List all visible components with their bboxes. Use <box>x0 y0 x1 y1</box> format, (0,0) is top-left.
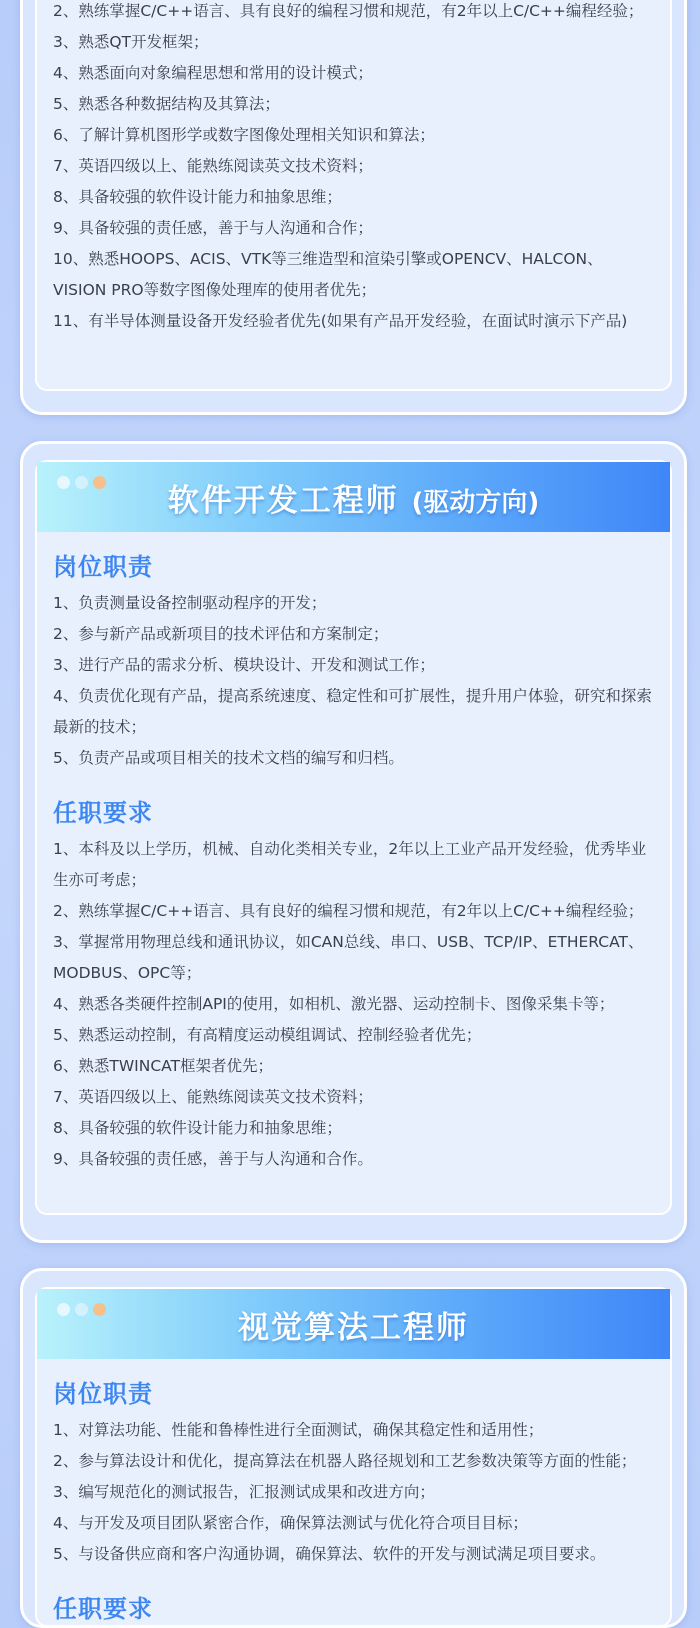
list-item: 7、英语四级以上、能熟练阅读英文技术资料； <box>53 1088 373 1106</box>
list-item: 4、熟悉面向对象编程思想和常用的设计模式； <box>53 64 373 82</box>
list-item: 10、熟悉HOOPS、ACIS、VTK等三维造型和渲染引擎或OPENCV、HALCON、VISION PRO等数字图像处理库的使用者优先； <box>53 250 603 299</box>
list-item: 5、熟悉各种数据结构及其算法； <box>53 95 280 113</box>
job-card-1 <box>20 0 687 415</box>
list-item: 7、英语四级以上、能熟练阅读英文技术资料； <box>53 157 373 175</box>
list-item: 2、参与新产品或新项目的技术评估和方案制定； <box>53 625 389 643</box>
list-item: 5、负责产品或项目相关的技术文档的编写和归档。 <box>53 749 404 767</box>
list-item: 2、熟练掌握C/C++语言、具有良好的编程习惯和规范，有2年以上C/C++编程经验； <box>53 2 644 20</box>
list-item: 1、对算法功能、性能和鲁棒性进行全面测试，确保其稳定性和适用性； <box>53 1421 544 1439</box>
list-item: 3、编写规范化的测试报告，汇报测试成果和改进方向； <box>53 1483 435 1501</box>
requirements-list <box>53 0 654 337</box>
list-item: 3、掌握常用物理总线和通讯协议，如CAN总线、串口、USB、TCP/IP、ETHERCAT、MODBUS、OPC等； <box>53 933 644 982</box>
list-item: 4、熟悉各类硬件控制API的使用，如相机、激光器、运动控制卡、图像采集卡等； <box>53 995 615 1013</box>
list-item: 11、有半导体测量设备开发经验者优先(如果有产品开发经验，在面试时演示下产品) <box>53 312 628 330</box>
list-item: 9、具备较强的责任感，善于与人沟通和合作。 <box>53 1150 373 1168</box>
list-item: 4、与开发及项目团队紧密合作，确保算法测试与优化符合项目目标； <box>53 1514 528 1532</box>
duties-heading: 岗位职责 <box>53 553 153 581</box>
duties-list <box>53 1415 654 1570</box>
duties-list <box>53 588 654 774</box>
window-dots-icon <box>57 476 106 489</box>
list-item: 8、具备较强的软件设计能力和抽象思维； <box>53 1119 342 1137</box>
list-item: 8、具备较强的软件设计能力和抽象思维； <box>53 188 342 206</box>
requirements-list <box>53 834 654 1175</box>
window-dots-icon <box>57 1303 106 1316</box>
job-title: 软件开发工程师 (驱动方向) <box>167 482 540 519</box>
list-item: 3、熟悉QT开发框架； <box>53 33 209 51</box>
list-item: 6、熟悉TWINCAT框架者优先； <box>53 1057 274 1075</box>
duties-heading: 岗位职责 <box>53 1380 153 1408</box>
job-card-2-content <box>35 460 672 1215</box>
job-card-3-content <box>35 1287 672 1627</box>
card-header <box>37 1289 670 1359</box>
job-title: 视觉算法工程师 <box>238 1309 469 1346</box>
list-item: 9、具备较强的责任感，善于与人沟通和合作； <box>53 219 373 237</box>
list-item: 6、了解计算机图形学或数字图像处理相关知识和算法； <box>53 126 435 144</box>
job-card-2 <box>20 441 687 1243</box>
list-item: 2、参与算法设计和优化，提高算法在机器人路径规划和工艺参数决策等方面的性能； <box>53 1452 637 1470</box>
job-card-1-content <box>35 0 672 391</box>
list-item: 4、负责优化现有产品，提高系统速度、稳定性和可扩展性，提升用户体验，研究和探索最新的技术； <box>53 687 652 736</box>
list-item: 3、进行产品的需求分析、模块设计、开发和测试工作； <box>53 656 435 674</box>
list-item: 1、本科及以上学历，机械、自动化类相关专业，2年以上工业产品开发经验，优秀毕业生亦可考虑； <box>53 840 647 889</box>
list-item: 5、与设备供应商和客户沟通协调，确保算法、软件的开发与测试满足项目要求。 <box>53 1545 606 1563</box>
list-item: 5、熟悉运动控制，有高精度运动模组调试、控制经验者优先； <box>53 1026 482 1044</box>
requirements-heading: 任职要求 <box>53 1595 153 1623</box>
requirements-heading: 任职要求 <box>53 799 153 827</box>
job-card-3 <box>20 1268 687 1628</box>
job-title-sub: (驱动方向) <box>411 487 540 518</box>
card-header <box>37 462 670 532</box>
list-item: 2、熟练掌握C/C++语言、具有良好的编程习惯和规范，有2年以上C/C++编程经验； <box>53 902 644 920</box>
list-item: 1、负责测量设备控制驱动程序的开发； <box>53 594 327 612</box>
